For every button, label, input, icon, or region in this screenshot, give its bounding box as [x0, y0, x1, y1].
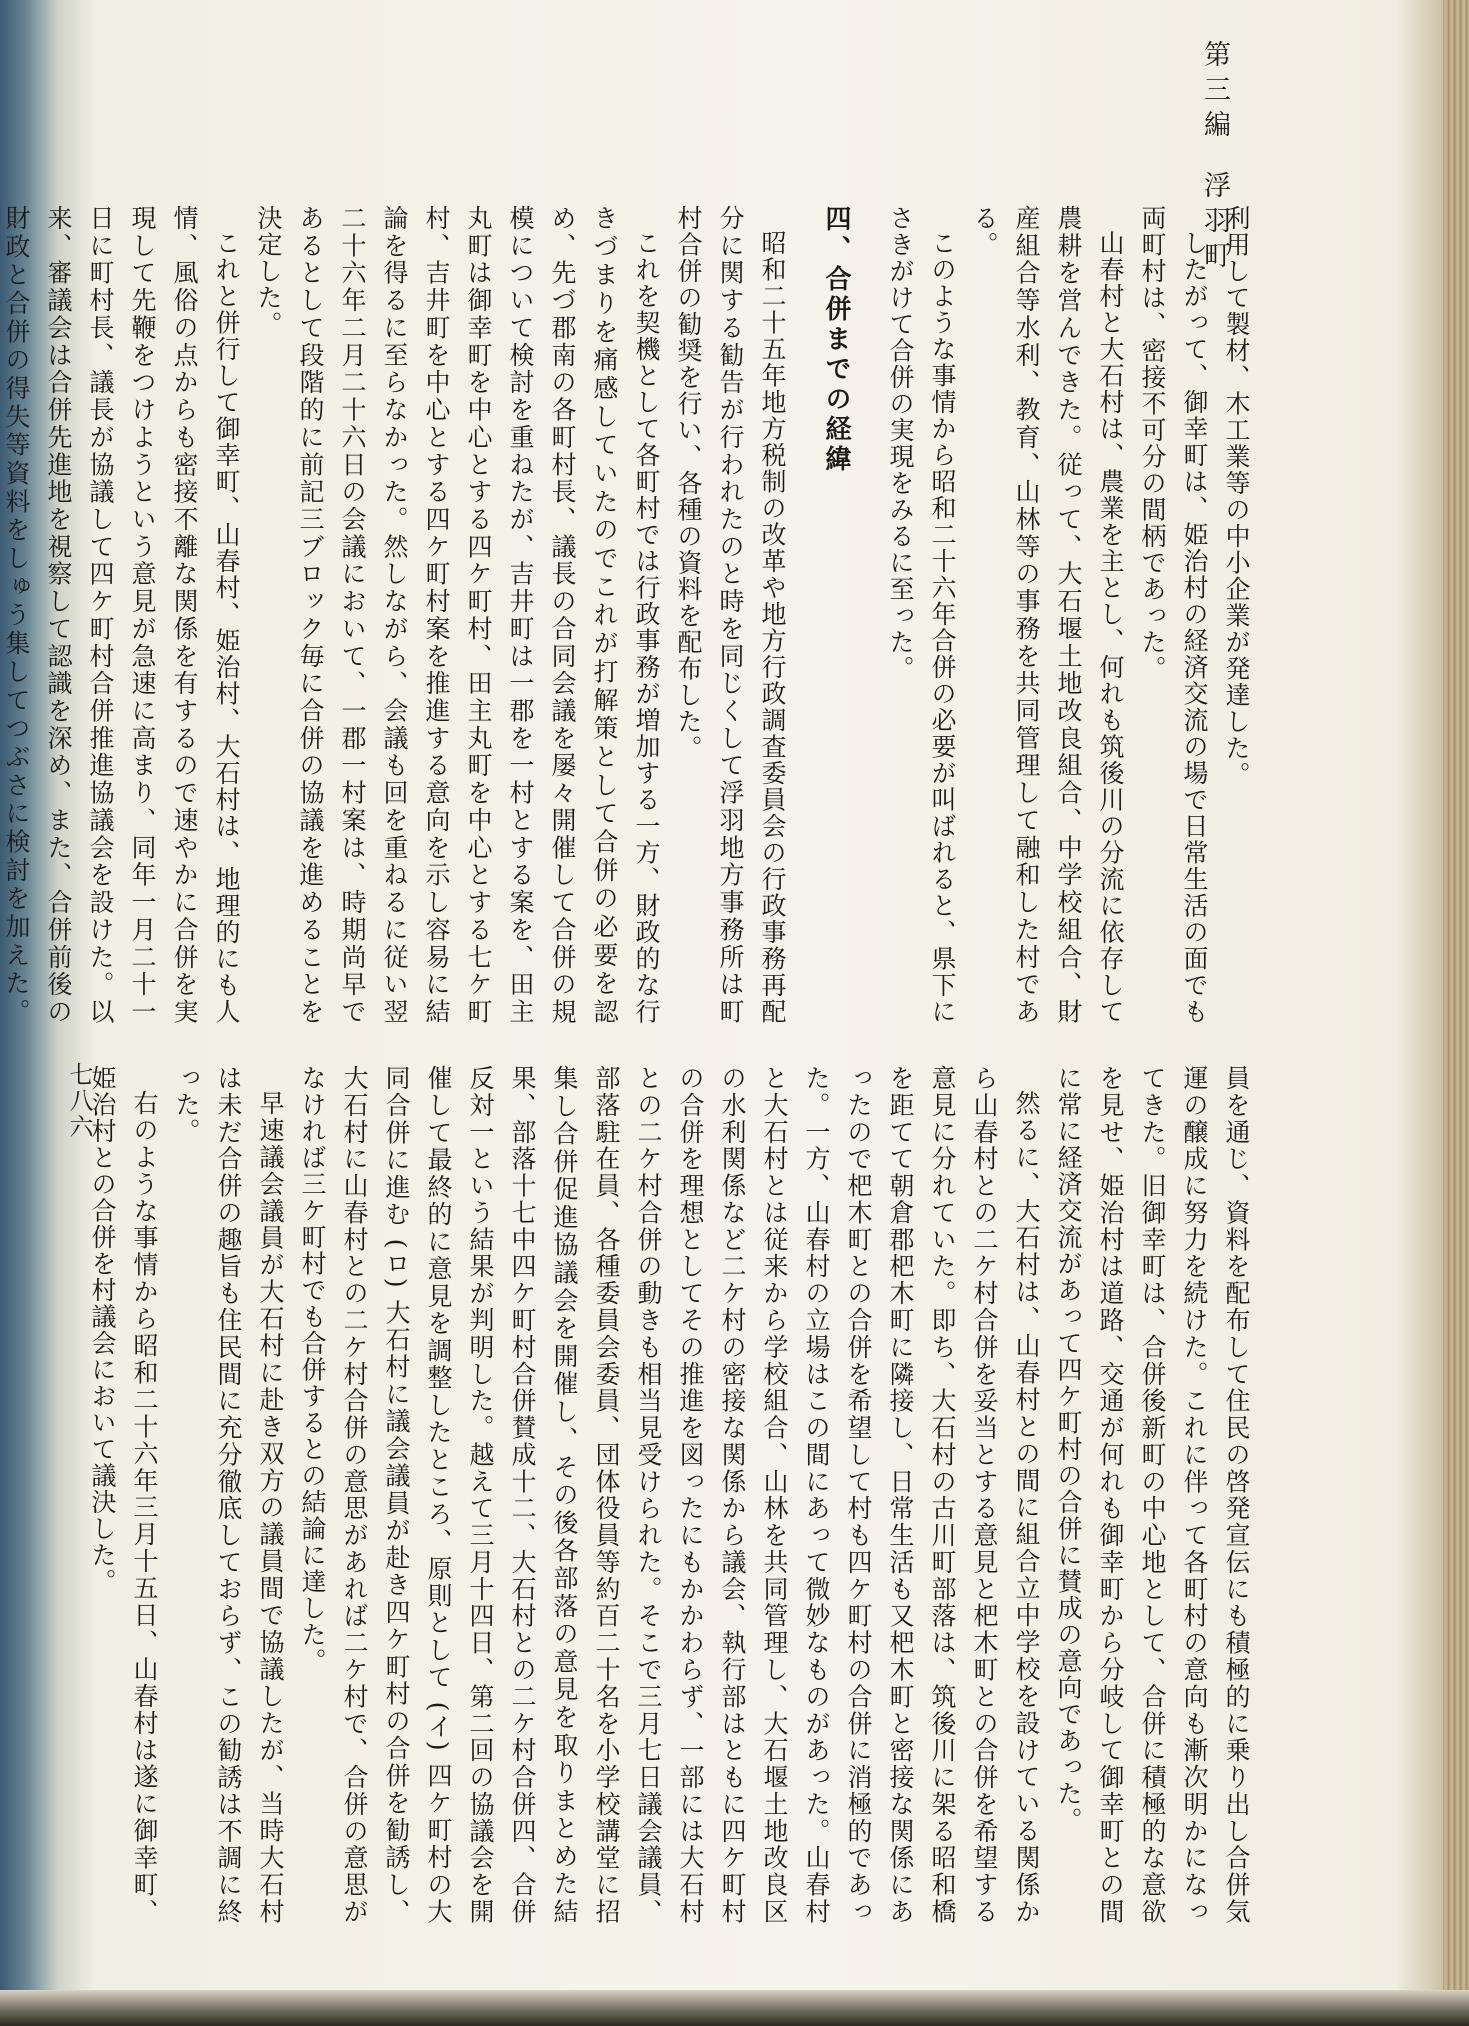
paragraph: これと併行して御幸町、山春村、姫治村、大石村は、地理的にも人情、風俗の点からも密接不離な関係を有するので速やかに合併を実現して先鞭をつけようという意見が急速に高まり、同年一月二十一日に町村長、議長が協議して四ケ町村合併推進協議会を設けた。以来、審議会は合併先進地を視察して認識を深め、また、合併前後の財政と合併の得失等資料をしゅう集してつぶさに検討を加えた。 [2, 205, 241, 1025]
paragraph: 山春村と大石村は、農業を主とし、何れも筑後川の分流に依存して農耕を営んできた。従って、大石堰土地改良組合、中学校組合、財産組合等水利、教育、山林等の事務を共同管理して融和した村である。 [970, 205, 1125, 1025]
paragraph: 早速議会議員が大石村に赴き双方の議員間で協議したが、当時大石村は未だ合併の趣旨も住民間に充分徹底しておらず、この勧誘は不調に終った。 [172, 1065, 285, 1925]
bottom-text-block [88, 1065, 1257, 1926]
section-heading: 四、合併までの経緯 [821, 205, 851, 475]
header-title: 浮羽町 [1199, 171, 1230, 276]
page-number: 七八六 [65, 1062, 93, 1140]
top-text-block [2, 205, 1257, 1025]
paragraph: 利用して製材、木工業等の中小企業が発達した。 [1222, 205, 1251, 788]
paragraph: 員を通じ、資料を配布して住民の啓発宣伝にも積極的に乗り出し合併気運の醸成に努力を続けた。これに伴って各町村の意向も漸次明かになってきた。旧御幸町は、合併後新町の中心地として、合併に積極的な意欲を見せ、姫治村は道路、交通が何れも御幸町から分岐して御幸町との間に常に経済交流があって四ケ町村の合併に賛成の意向であった。 [1054, 1065, 1251, 1925]
paragraph: このような事情から昭和二十六年合併の必要が叫ばれると、県下にさきがけて合併の実現をみるに至った。 [886, 205, 957, 1025]
binding-shadow [0, 1990, 1469, 2026]
page-edge [1443, 0, 1469, 2026]
paragraph: 然るに、大石村は、山春村との間に組合立中学校を設けている関係から山春村との二ケ村合併を妥当とする意見と杷木町との合併を希望する意見に分れていた。即ち、大石村の古川町部落は、筑後川に架る昭和橋を距てて朝倉郡杷木町に隣接し、日常生活も又杷木町と密接な関係にあったので杷木町との合併を希望して村も四ケ町村の合併に消極的であった。一方、山春村の立場はこの間にあって微妙なものがあった。山春村と大石村とは従来から学校組合、山林を共同管理し、大石堰土地改良区の水利関係など二ケ村の密接な関係から議会、執行部はともに四ケ町村の合併を理想としてその推進を図ったにもかかわらず、一部には大石村との二ケ村合併の動きも相当見受けられた。そこで三月七日議会議員、部落駐在員、各種委員会委員、団体役員等約百二十名を小学校講堂に招集し合併促進協議会を開催し、その後各部落の意見を取りまとめた結果、部落十七中四ケ町村合併賛成十二、大石村との二ケ村合併四、合併反対一という結果が判明した。越えて三月十四日、第二回の協議会を開催して最終的に意見を調整したところ、原則として (イ) 四ケ町村の大同合併に進む (ロ) 大石村に議会議員が赴き四ケ町村の合併を勧誘し、大石村に山春村との二ケ村合併の意思があれば二ケ村で、合併の意思がなければ三ケ町村でも合併するとの結論に達した。 [298, 1065, 1041, 1925]
paragraph: 右のような事情から昭和二十六年三月十五日、山春村は遂に御幸町、姫治村との合併を村議会において議決した。 [88, 1065, 159, 1926]
header-section: 第三編 [1199, 40, 1230, 145]
paragraph: 昭和二十五年地方税制の改革や地方行政調査委員会の行政事務再配分に関する勧告が行われたのと時を同じくして浮羽地方事務所は町村合併の勧奨を行い、各種の資料を配布した。 [674, 205, 787, 1025]
paragraph: したがって、御幸町は、姫治村の経済交流の場で日常生活の面でも両町村は、密接不可分の間柄であった。 [1138, 205, 1209, 1025]
paragraph: これを契機として各町村では行政事務が増加する一方、財政的な行きづまりを痛感していたのでこれが打解策として合併の必要を認め、先づ郡南の各町村長、議長の合同会議を屡々開催して合併の規模について検討を重ねたが、吉井町は一郡を一村とする案を、田主丸町は御幸町を中心とする四ケ町村、田主丸町を中心とする七ケ町村、吉井町を中心とする四ケ町村案を推進する意向を示し容易に結論を得るに至らなかった。然しながら、会議も回を重ねるに従い翌二十六年二月二十六日の会議において、一郡一村案は、時期尚早であるとして段階的に前記三ブロック毎に合併の協議を進めることを決定した。 [254, 205, 661, 1025]
